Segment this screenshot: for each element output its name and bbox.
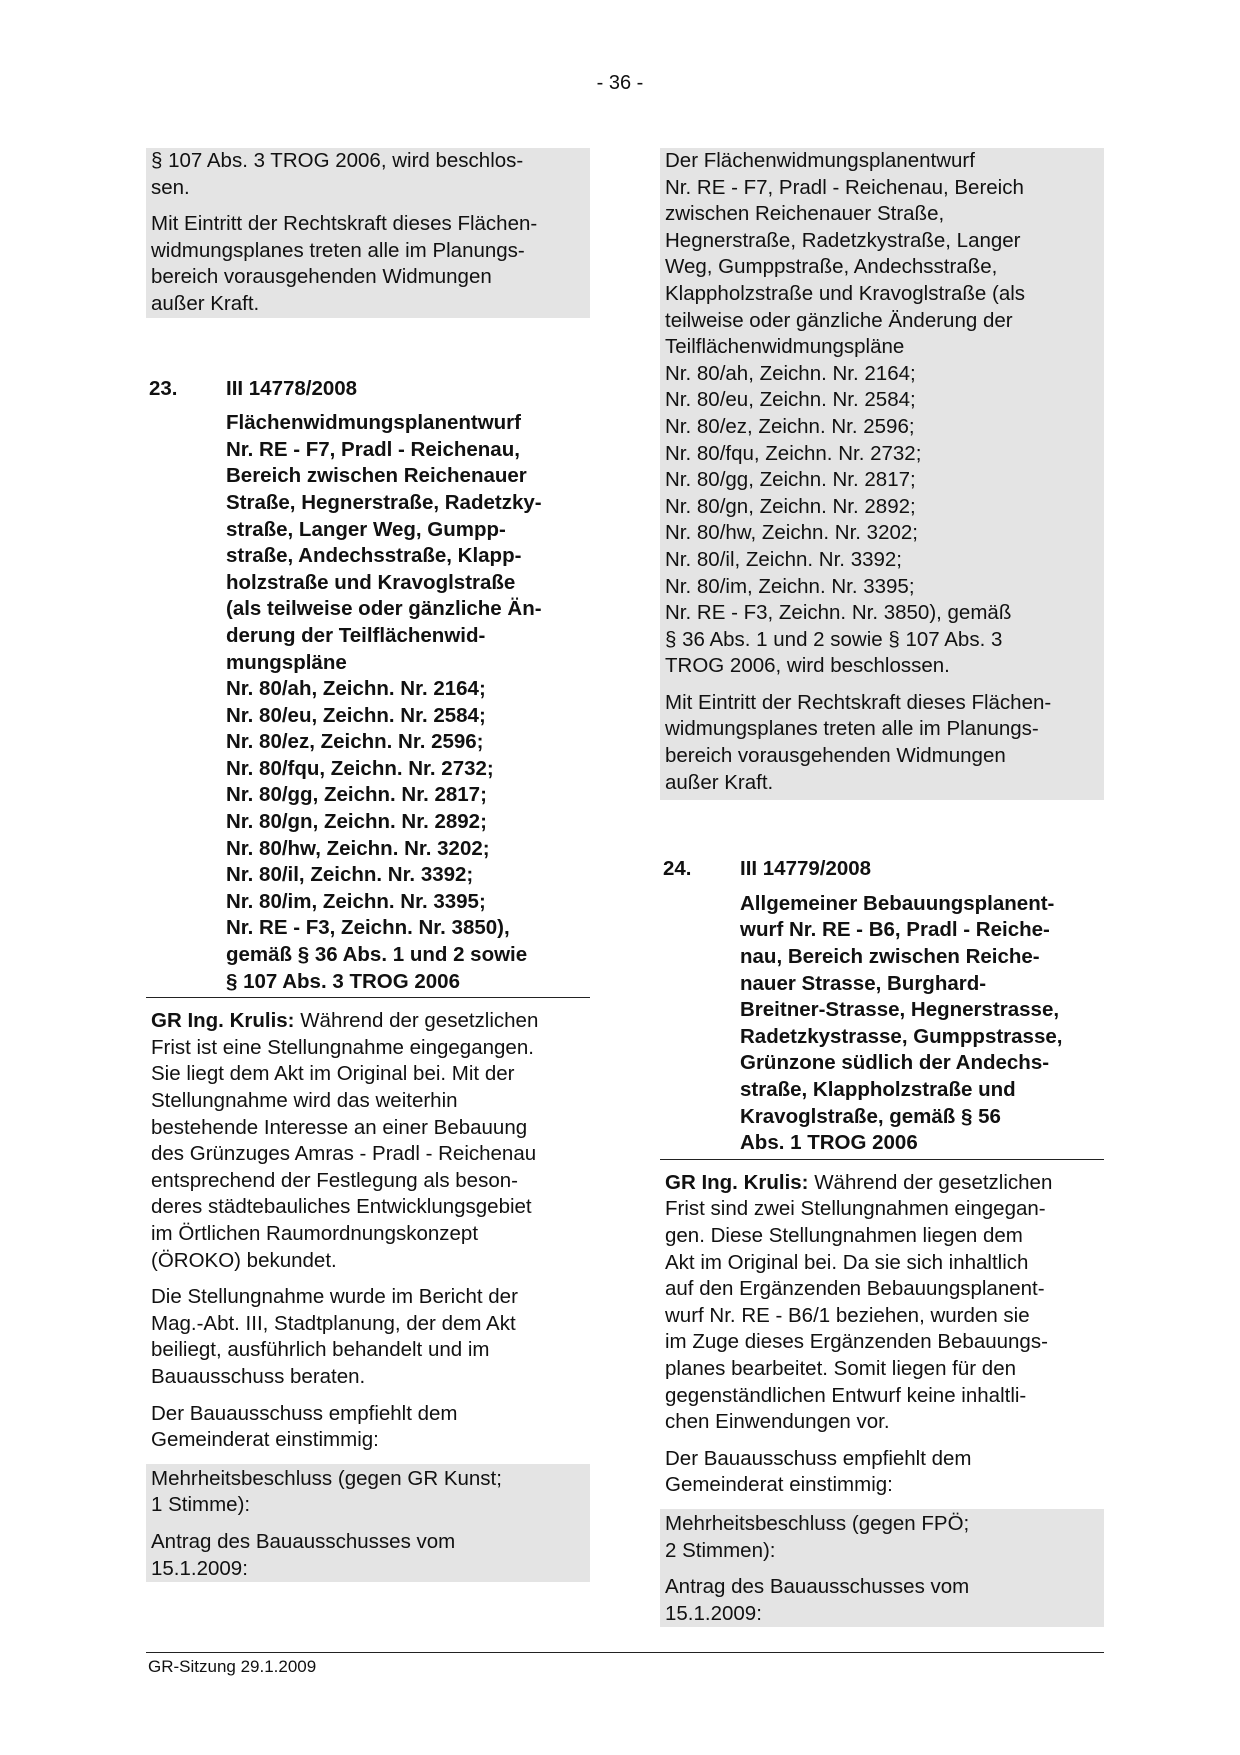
right-column [660,148,1104,1627]
recommendation-paragraph: Der Bauausschuss empfiehlt dem Gemeinderat einstimmig: [151,1401,458,1452]
item-reference: III 14779/2008 [740,857,872,881]
resolution-tail: § 107 Abs. 3 TROG 2006, wird beschlos- sen. [151,149,524,199]
motion-heading: Antrag des Bauausschusses vom 15.1.2009: [151,1529,456,1580]
page-number: - 36 - [596,72,644,94]
report-paragraph: Die Stellungnahme wurde im Bericht der Mag.-Abt. III, Stadtplanung, der dem Akt beiliegt, ausführlich behandelt und im Bauausschuss beraten. [151,1285,518,1388]
left-column [146,148,590,1582]
agenda-item-header [146,376,590,403]
resolution-box [660,148,1104,800]
resolution-text: Der Flächenwidmungsplanentwurf Nr. RE - F7, Pradl - Reichenau, Bereich zwischen Reichenauer Straße, Hegnerstraße, Radetzkystraße, Langer Weg, Gumppstraße, Andechsstraße, Klappholzstraße und Kravoglstraße (als teilweise oder gänzliche Änderung der Teilflächenwidmungspläne Nr. 80/ah, Zeichn. Nr. 2164; Nr. 80/eu, Zeichn. Nr. 2584; Nr. 80/ez, Zeichn. Nr. 2596; Nr. 80/fqu, Zeichn. Nr. 2732; Nr. 80/gg, Zeichn. Nr. 2817; Nr. 80/gn, Zeichn. Nr. 2892; Nr. 80/hw, Zeichn. Nr. 3202; Nr. 80/il, Zeichn. Nr. 3392; Nr. 80/im, Zeichn. Nr. 3395; Nr. RE - F3, Zeichn. Nr. 3850), gemäß § 36 Abs. 1 und 2 sowie § 107 Abs. 3 TROG 2006, wird beschlossen. [665,149,1026,678]
item-reference: III 14778/2008 [226,376,358,400]
previous-resolution-box [146,148,590,318]
motion-heading: Antrag des Bauausschusses vom 15.1.2009: [665,1575,970,1625]
resolution-closing: Mit Eintritt der Rechtskraft dieses Flächen- widmungsplanes treten alle im Planungs- bereich vorausgehenden Widmungen außer Kraft. [151,212,538,315]
vote-result: Mehrheitsbeschluss (gegen GR Kunst; 1 Stimme): [151,1466,502,1517]
item-number: 23. [149,376,178,400]
speaker-statement: GR Ing. Krulis: Während der gesetzlichen Frist sind zwei Stellungnahmen eingegan- gen. Diese Stellungnahmen liegen dem Akt im Original bei. Da sie sich inhaltlich auf den Ergänzenden Bebauungsplanent- wurf Nr. RE - B6/1 beziehen, wurden sie im Zuge dieses Ergänzenden Bebauungs- planes bearbeitet. Somit liegen für den gegenständlichen Entwurf keine inhaltli- chen Einwendungen vor. [665,1170,1053,1434]
recommendation-paragraph: Der Bauausschuss empfiehlt dem Gemeinderat einstimmig: [665,1446,972,1497]
speaker-statement: GR Ing. Krulis: Während der gesetzlichen Frist ist eine Stellungnahme eingegangen. Sie liegt dem Akt im Original bei. Mit der Stellungnahme wird das weiterhin bestehende Interesse an einer Bebauung des Grünzuges Amras - Pradl - Reichenau entsprechend der Festlegung als beson- deres städtebauliches Entwicklungsgebiet im Örtlichen Raumordnungskonzept (ÖROKO) bekundet. [151,1009,539,1272]
vote-box [660,1509,1104,1627]
item-number: 24. [663,857,692,881]
vote-result: Mehrheitsbeschluss (gegen FPÖ; 2 Stimmen): [665,1511,970,1562]
vote-box [146,1464,590,1582]
footer-session-date: GR-Sitzung 29.1.2009 [148,1657,317,1676]
resolution-closing: Mit Eintritt der Rechtskraft dieses Flächen- widmungsplanes treten alle im Planungs- bereich vorausgehenden Widmungen außer Kraft. [665,690,1052,794]
speaker-name: GR Ing. Krulis: [151,1009,295,1033]
item-title: Allgemeiner Bebauungsplanent- wurf Nr. RE - B6, Pradl - Reiche- nau, Bereich zwischen Reiche- nauer Strasse, Burghard- Breitner-Strasse, Hegnerstrasse, Radetzkystrasse, Gumppstrasse, Grünzone südlich der Andechs- straße, Klappholzstraße und Kravoglstraße, gemäß § 56 Abs. 1 TROG 2006 [660,891,1104,1160]
agenda-item-header [660,856,1104,883]
item-title: Flächenwidmungsplanentwurf Nr. RE - F7, Pradl - Reichenau, Bereich zwischen Reichenauer Straße, Hegnerstraße, Radetzky- straße, Langer Weg, Gumpp- straße, Andechsstraße, Klapp- holzstraße und Kravoglstraße (als teilweise oder gänzliche Än- derung der Teilflächenwid- mungspläne Nr. 80/ah, Zeichn. Nr. 2164; Nr. 80/eu, Zeichn. Nr. 2584; Nr. 80/ez, Zeichn. Nr. 2596; Nr. 80/fqu, Zeichn. Nr. 2732; Nr. 80/gg, Zeichn. Nr. 2817; Nr. 80/gn, Zeichn. Nr. 2892; Nr. 80/hw, Zeichn. Nr. 3202; Nr. 80/il, Zeichn. Nr. 3392; Nr. 80/im, Zeichn. Nr. 3395; Nr. RE - F3, Zeichn. Nr. 3850), gemäß § 36 Abs. 1 und 2 sowie § 107 Abs. 3 TROG 2006 [146,410,590,998]
footer-rule [146,1652,1104,1653]
speaker-name: GR Ing. Krulis: [665,1170,809,1194]
